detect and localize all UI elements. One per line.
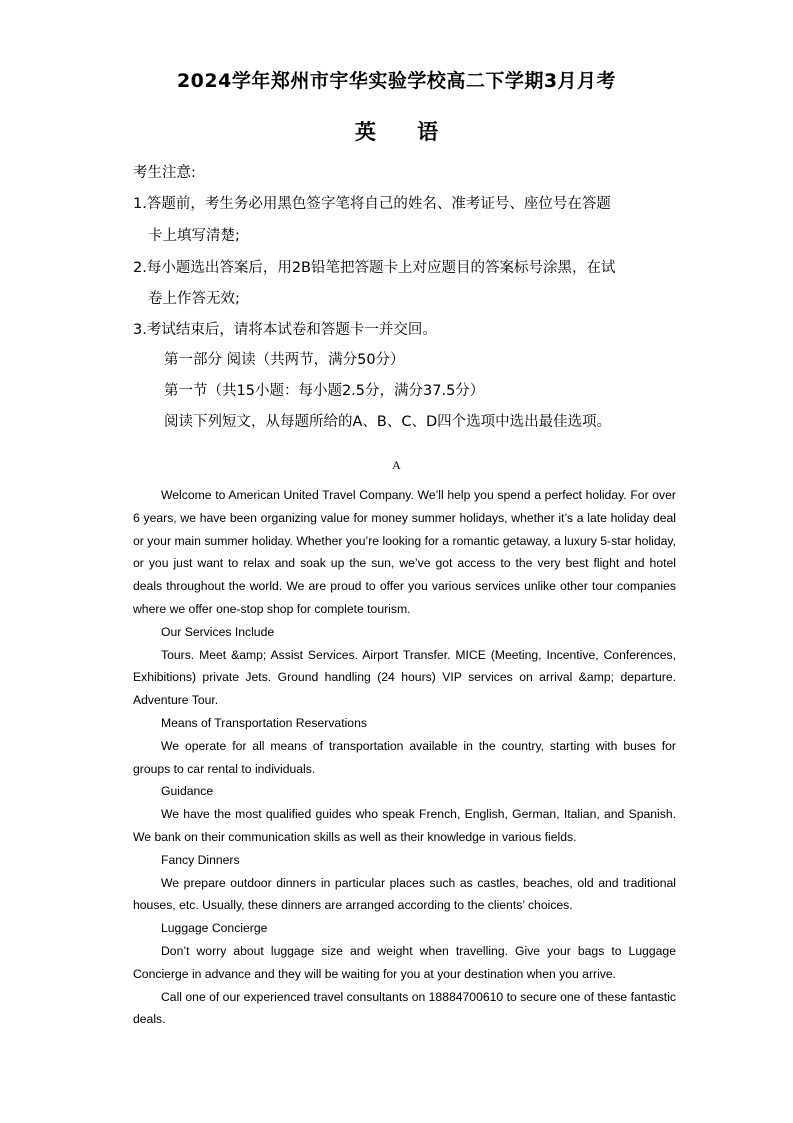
passage-a xyxy=(133,484,676,1031)
notice-item-2-line-2: 卷上作答无效; xyxy=(148,291,240,307)
section-heading-guidance: Guidance xyxy=(161,784,214,799)
passage-paragraph: Don’t worry about luggage size and weight when travelling. Give your bags to Luggage Concierge in advance and they will be waiting for you at your destination when you arrive. xyxy=(133,943,676,981)
notice-item-2-line-1: 2.每小题选出答案后，用2B铅笔把答题卡上对应题目的答案标号涂黑，在试 xyxy=(133,260,616,276)
section-heading-services: Our Services Include xyxy=(161,624,275,639)
section-one-heading: 第一节（共15小题：每小题2.5分，满分37.5分） xyxy=(164,383,485,399)
part-one-heading: 第一部分 阅读（共两节，满分50分） xyxy=(164,352,405,368)
subject-title: 英 语 xyxy=(354,120,439,144)
passage-paragraph: We have the most qualified guides who speak French, English, German, Italian, and Spanish. We bank on their communication skills as well as their knowledge in various fields. xyxy=(133,807,676,844)
section-heading-transportation: Means of Transportation Reservations xyxy=(161,715,367,730)
passage-paragraph: Tours. Meet &amp; Assist Services. Airport Transfer. MICE (Meeting, Incentive, Conferences, Exhibitions) private Jets. Ground handling (24 hours) VIP services on arrival &amp; departure. Adventure Tour. xyxy=(133,647,676,708)
exam-title: 2024学年郑州市宇华实验学校高二下学期3月月考 xyxy=(176,70,617,92)
passage-paragraph: We prepare outdoor dinners in particular places such as castles, beaches, old and traditional houses, etc. Usually, these dinners are arranged according to the clients’ choices. xyxy=(133,875,676,913)
passage-paragraph: Call one of our experienced travel consultants on 18884700610 to secure one of these fantastic deals. xyxy=(133,989,676,1027)
section-heading-dinners: Fancy Dinners xyxy=(161,852,240,867)
notice-item-3: 3.考试结束后，请将本试卷和答题卡一并交回。 xyxy=(133,322,437,338)
passage-paragraph: We operate for all means of transportation available in the country, starting with buses for groups to car rental to individuals. xyxy=(133,738,676,776)
passage-letter: A xyxy=(392,458,401,472)
section-heading-luggage: Luggage Concierge xyxy=(161,921,268,936)
reading-instruction: 阅读下列短文，从每题所给的A、B、C、D四个选项中选出最佳选项。 xyxy=(164,414,612,430)
notice-heading: 考生注意: xyxy=(133,165,196,181)
notice-item-1-line-1: 1.答题前，考生务必用黑色签字笔将自己的姓名、准考证号、座位号在答题 xyxy=(133,196,611,212)
notice-item-1-line-2: 卡上填写清楚; xyxy=(148,228,240,244)
passage-paragraph: Welcome to American United Travel Company. We’ll help you spend a perfect holiday. For over 6 years, we have been organizing value for money summer holidays, whether it’s a late holiday deal or your main summer holiday. Whether you’re looking for a romantic getaway, a luxury 5-star holiday, or you just want to relax and soak up the sun, we’ve got access to the very best flight and hotel deals throughout the world. We are proud to offer you various services unlike other tour companies where we offer one-stop shop for complete tourism. xyxy=(133,488,676,616)
